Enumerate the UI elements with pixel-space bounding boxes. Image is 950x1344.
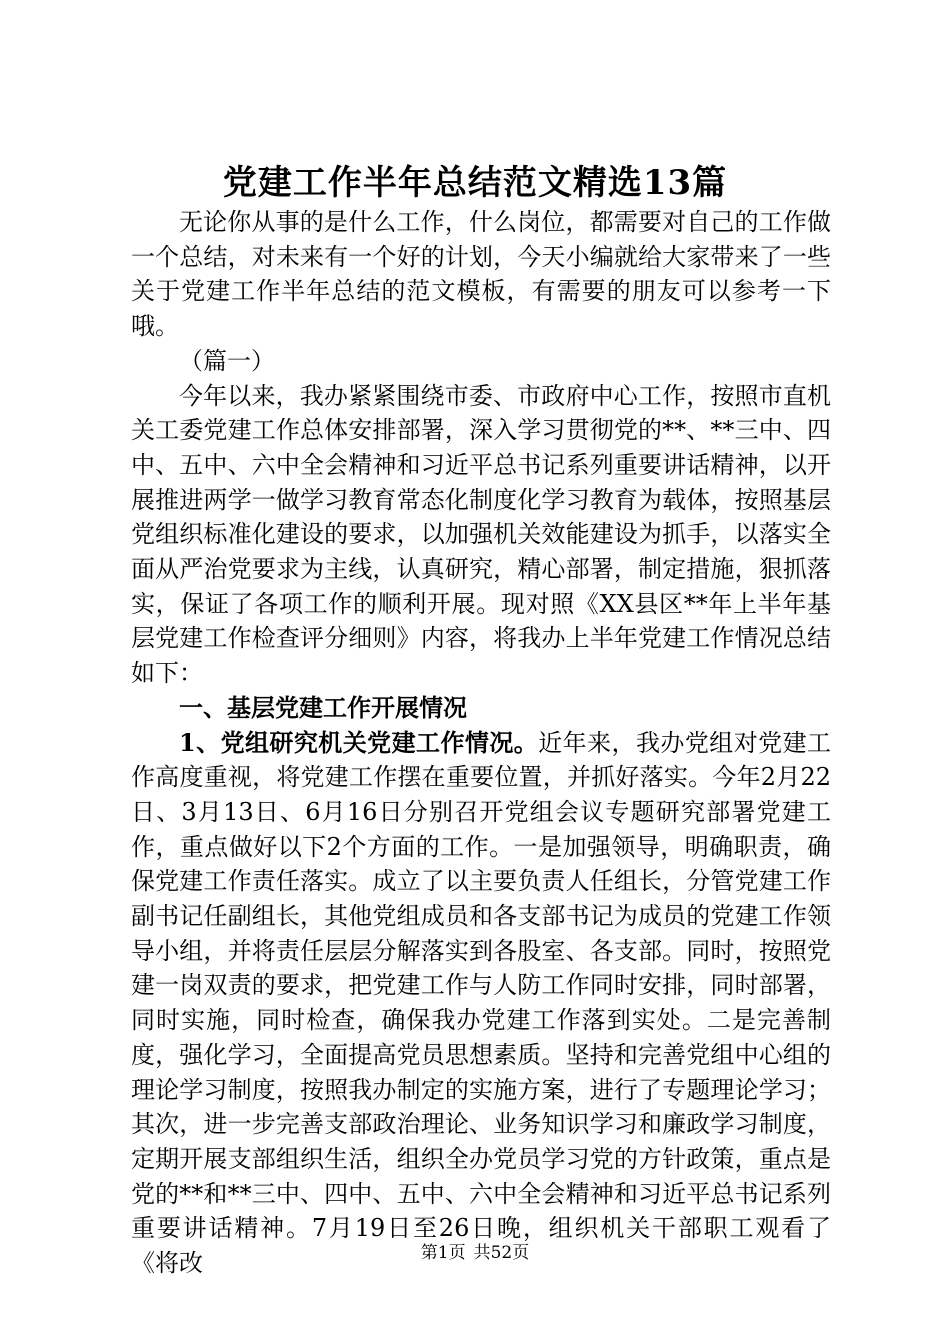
heading-1: 一、基层党建工作开展情况: [179, 692, 467, 722]
page-number: 第1页: [420, 1243, 466, 1263]
paragraph-2: [131, 726, 831, 1281]
paragraph-1: 今年以来，我办紧紧围绕市委、市政府中心工作，按照市直机关工委党建工作总体安排部署，深入学习贯彻党的**、**三中、四中、五中、六中全会精神和习近平总书记系列重要讲话精神，以开展推进两学一做学习教育常态化制度化学习教育为载体，按照基层党组织标准化建设的要求，以加强机关效能建设为抓手，以落实全面从严治党要求为主线，认真研究，精心部署，制定措施，狠抓落实，保证了各项工作的顺利开展。现对照《XX县区**年上半年基层党建工作检查评分细则》内容，将我办上半年党建工作情况总结如下：: [131, 381, 831, 688]
document-body: [131, 205, 831, 1281]
intro-paragraph: 无论你从事的是什么工作，什么岗位，都需要对自己的工作做一个总结，对未来有一个好的计划，今天小编就给大家带来了一些关于党建工作半年总结的范文模板，有需要的朋友可以参考一下哦。: [131, 208, 831, 341]
page-total: 共52页: [473, 1243, 530, 1263]
paragraph-2-text: 近年来，我办党组对党建工作高度重视，将党建工作摆在重要位置，并抓好落实。今年2月22日、3月13日、6月16日分别召开党组会议专题研究部署党建工作，重点做好以下2个方面的工作。一是加强领导，明确职责，确保党建工作责任落实。成立了以主要负责人任组长，分管党建工作副书记任副组长，其他党组成员和各支部书记为成员的党建工作领导小组，并将责任层层分解落实到各股室、各支部。同时，按照党建一岗双责的要求，把党建工作与人防工作同时安排，同时部署，同时实施，同时检查，确保我办党建工作落到实处。二是完善制度，强化学习，全面提高党员思想素质。坚持和完善党组中心组的理论学习制度，按照我办制定的实施方案，进行了专题理论学习；其次，进一步完善支部政治理论、业务知识学习和廉政学习制度，定期开展支部组织生活，组织全办党员学习党的方针政策，重点是党的**和**三中、四中、五中、六中全会精神和习近平总书记系列重要讲话精神。7月19日至26日晚，组织机关干部职工观看了《将改: [131, 728, 831, 1278]
sub-heading-1: 1、党组研究机关党建工作情况。: [179, 727, 539, 757]
page-footer: [0, 1241, 950, 1265]
document-title: 党建工作半年总结范文精选13篇: [222, 163, 728, 203]
section-label: （篇一）: [179, 346, 275, 375]
